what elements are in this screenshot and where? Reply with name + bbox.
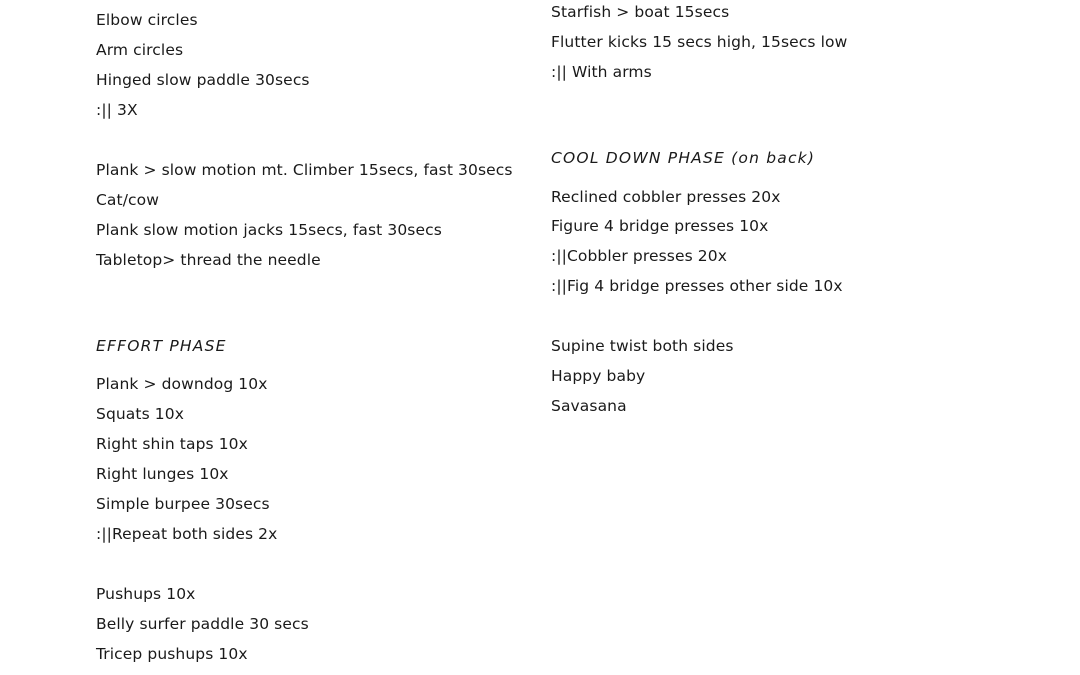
list-item: Savasana bbox=[551, 397, 627, 415]
list-item: Right shin taps 10x bbox=[96, 435, 248, 453]
list-item: Right lunges 10x bbox=[96, 465, 229, 483]
list-item: Flutter kicks 15 secs high, 15secs low bbox=[551, 33, 848, 51]
list-item: Tricep pushups 10x bbox=[96, 645, 248, 663]
cool-down-phase-heading: COOL DOWN PHASE (on back) bbox=[551, 149, 816, 167]
list-item: Belly surfer paddle 30 secs bbox=[96, 615, 309, 633]
list-item: Simple burpee 30secs bbox=[96, 495, 270, 513]
list-item: Figure 4 bridge presses 10x bbox=[551, 217, 769, 235]
list-item: Squats 10x bbox=[96, 405, 184, 423]
list-item: :||Fig 4 bridge presses other side 10x bbox=[551, 277, 843, 295]
list-item: Plank > downdog 10x bbox=[96, 375, 268, 393]
list-item: :||Repeat both sides 2x bbox=[96, 525, 278, 543]
list-item: Plank slow motion jacks 15secs, fast 30secs bbox=[96, 221, 442, 239]
list-item: :|| With arms bbox=[551, 63, 652, 81]
list-item: :|| 3X bbox=[96, 101, 138, 119]
list-item: Tabletop> thread the needle bbox=[96, 251, 321, 269]
list-item: Plank > slow motion mt. Climber 15secs, fast 30secs bbox=[96, 161, 513, 179]
list-item: Pushups 10x bbox=[96, 585, 196, 603]
list-item: Elbow circles bbox=[96, 11, 198, 29]
list-item: Reclined cobbler presses 20x bbox=[551, 188, 781, 206]
list-item: Hinged slow paddle 30secs bbox=[96, 71, 310, 89]
list-item: Starfish > boat 15secs bbox=[551, 3, 730, 21]
list-item: Cat/cow bbox=[96, 191, 160, 209]
list-item: Happy baby bbox=[551, 367, 646, 385]
list-item: :||Cobbler presses 20x bbox=[551, 247, 727, 265]
list-item: Supine twist both sides bbox=[551, 337, 734, 355]
effort-phase-heading: EFFORT PHASE bbox=[96, 337, 227, 355]
list-item: Arm circles bbox=[96, 41, 184, 59]
